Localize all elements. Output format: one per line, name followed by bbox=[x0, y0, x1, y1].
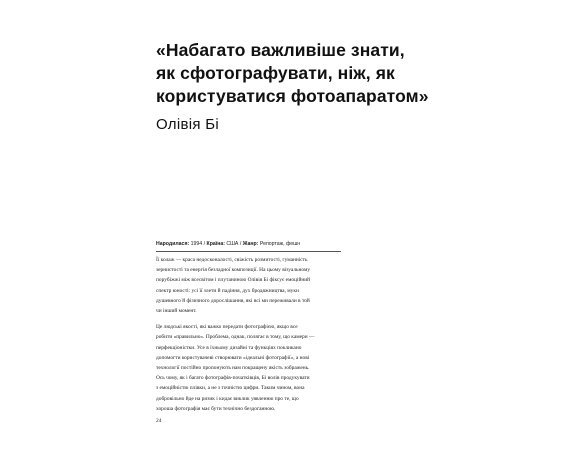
country-label: Країна: bbox=[206, 241, 225, 247]
born-value: 1994 bbox=[190, 241, 203, 247]
pull-quote bbox=[156, 39, 536, 108]
genre-value: Репортаж, фешн bbox=[259, 241, 301, 247]
text-line: добровільно йде на ризик і кидає виклик уявленню про те, що bbox=[156, 395, 299, 402]
text-line: Це людські якості, які важко передати фотографією, якщо все bbox=[156, 324, 298, 331]
text-line: душевного й фізичного дорослішання, які всі ми переживали в той bbox=[156, 297, 310, 304]
text-line: технології постійно пропонують нам покращену якість зображень. bbox=[156, 365, 310, 372]
text-line: допомогти користувачеві створювати «ідеальні фотографії», а нові bbox=[156, 354, 310, 361]
text-line: хороша фотографія має бути технічно бездоганною. bbox=[156, 405, 276, 412]
meta-separator: / bbox=[238, 241, 243, 247]
photographer-meta bbox=[156, 241, 406, 248]
text-line: з емоційністю плівки, а не з точністю цифри. Таким чином, вона bbox=[156, 385, 305, 392]
text-line: Її колаж — краса недосконалості, свіжість розмитості, гуманність bbox=[156, 257, 308, 263]
page-number: 24 bbox=[156, 418, 162, 424]
text-line: зернистості та енергія безладної композиції. На цьому візуальному bbox=[156, 267, 311, 274]
text-line: перфекціоністки. Усе в їхньому дизайні та функціях покликано bbox=[156, 344, 302, 351]
country-value: США bbox=[226, 241, 239, 247]
meta-separator: / bbox=[202, 241, 207, 247]
text-line: робити «правильно». Проблема, однак, полягає в тому, що камери — bbox=[156, 334, 315, 341]
text-line: чи інший момент. bbox=[156, 308, 197, 315]
text-line: спектр юності: усі її злети й падіння, дух бродяжництва, муки bbox=[156, 287, 299, 294]
text-line: Ось чому, як і багато фотографів-початківців, Бі волів продукувати bbox=[156, 375, 310, 382]
text-line: порубіжжі між всесвітом і плутаниною Олівія Бі фіксує емоційний bbox=[156, 277, 311, 284]
genre-label: Жанр: bbox=[242, 241, 259, 247]
born-label: Народилася: bbox=[156, 241, 190, 247]
paragraph bbox=[156, 255, 356, 316]
quote-line: як сфотографувати, ніж, як bbox=[156, 63, 395, 83]
paragraph bbox=[156, 322, 356, 414]
quote-line: «Набагато важливіше знати, bbox=[156, 40, 405, 60]
quote-line: користуватися фотоапаратом» bbox=[156, 86, 429, 106]
author-name: Олівія Бі bbox=[156, 116, 220, 133]
body-text bbox=[156, 255, 356, 414]
meta-divider bbox=[156, 251, 341, 252]
